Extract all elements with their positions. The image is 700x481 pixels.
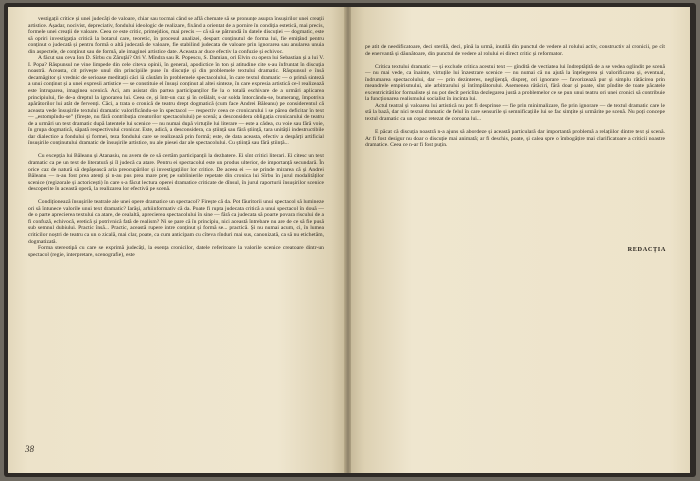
paragraph: Actul teatral și valoarea lui artistică nu pot fi desprinse — fie prin minimalizare, fie prin ignorare — de textul dramatic care le stă la bază, dar nici textul dramatic de felul în care sensurile și semnificațiile lui se fac simțite și urmărite pe scenă. Nu poți concepe textul dramatic ca un copac retezat de coroana lui... (365, 102, 665, 122)
paragraph: Condiționează însușirile teatrale ale unei opere dramatice un spectacol? Firește că da. Pot făuritorii unui spectacol să lumineze ori să întunece valorile unui text dramatic? Iarăși, arhiinformativ că da. Poate fi rupta judecata critică a unui spectacol în două — de o parte aprecierea textului ca atare, de cealaltă, aprecierea spectacolului în sine — fără ca judecata să poarte povara riscului de a fi confuză, echivocă, eretică și potrivnică fată de realism? Ni se pare că în principiu, nici această întrebare nu are de ce să fie pusă sub semnul dubiului. Practic însă... Practic, această rupere intre conținut și formă se... practică. Și nu numai acum, ci, în lumea criticilor noștri de teatru ca un o zicală, mai clar, poate, ca cum anticipam cu cîteva rînduri mai sus, canonizată, ca să nu etichetăm, dogmatizată. (28, 199, 324, 245)
paragraph: A făcut sau ceva Ion D. Sîrbu cu Zăruțăi? Ori V. Mîndra sau R. Popescu, S. Damian, ori Elvin cu opera lui Sebastian și a lui V. I. Popa? Răspunsul ne vine limpede din cele citeva opinii, în general, apodictice în ton și atitudine cite s-au înfruntat în discuția noastră. Aceasta, cit privește unul din principiile puse în discuție și din problemele textului dramatic. Răspunsul e însă decamăgitor și vrednic de serioase meditații căci iă căutăm în problemele spectacolului, în care textul dramatic — o primă sinteză a unui conținut și a unei expresii artistice — se constituie el însuși conținut al altei sinteze, în care expresia artistică ce-l realizează este întruparea, imaginea scenică. Aci, am asistat din partea participanților fie la o totală eschivare de a urmări aplicarea principiului, fie de-a dreptul la ignorarea lui. Ceea ce, și într-un caz și în celălalt, s-ar solda întorcându-se, bumerang, împotriva apărătorilor lui atât de fervenți. Căci, a trata o cronică de teatru drept dogmatică (cum face Andrei Băleanu) pe considerentul că aceasta vede însușirile textului dramatic valorificându-se în spectacol — respectiv ceea ce cronicarului i se părea deficitar în text — „estompîndu-se” (firește, nu fără contribuția creatorilor spectacolului) pe scenă; a desconsidera obligația cronicarului de teatru de a urmări un text dramatic după latentele lui scenice — nu numai după virtuțile lui literare — este a cădea, cu voie sau fără voie, în grupa dogmatică, săpată respectivului cronicar. Este, adică, a desconsidera, ca știință sau fără știință, tara unității indestructibile dar dialectice a fondului și formei, teza fondului care se realizează prin formă; este, de data aceasta, efectiv a despărți artificial însușirile conținutului dramatic de însușirile artistice, nu ale piesei dar ale spectacolului. Cu știință sau fără știință... (28, 55, 324, 147)
paragraph: E păcat că discuția noastră n-a ajuns să abordeze și această particulară dar importantă problemă a relațiilor dintre text și scenă. Ar fi fost desigur nu doar o discuție mai animată; ar fi deschis, poate, și calea spre o îmbogățire mai clarificatoare a criticii noastre dramatice. Ceea ce n-ar fi fost puțin. (365, 129, 665, 149)
paragraph: pe atit de needificatoare, deci sterilă, deci, pînă la urmă, inutilă din punctul de vedere al rolului activ, constructiv al cronicii, pe cît de enervantă și dăunătoare, din punctul de vedere al rolului ei direct critic și reformator. (365, 44, 665, 57)
left-page (8, 7, 345, 473)
right-page (351, 7, 690, 473)
left-page-text (28, 16, 324, 258)
page-number: 38 (25, 444, 34, 454)
paragraph: Critica textului dramatic — și exclude critica acestui text — gîndită de vectiatea lui îndreptățită de a se vedea oglindit pe scenă — nu mai vede, ca înainte, virtuțile lui înzestrare scenice — nu numai că nu ajută la înțelegerea și valorificarea și, eventual, îndrumarea spectacolului, dar — prin dezinteres, neglijență, dispreț, ori ignorare — favorizează pur și simplu rătăcirea prin meandrele empirismului, ale arbitrarului și întîmplătorului. Asemenea rătăciri, fără doar și poate, sînt pîndite de toate păcatele excentricitătilor formaliste și nu pot decît periclita dezlegarea justă a problemelor ce se pun unui teatru ori unei cronici să contribuie la funcționarea realismului socialist în incinta lui. (365, 63, 665, 103)
right-page-text (365, 44, 665, 149)
open-magazine (4, 3, 696, 477)
paragraph: vestigații critice și unei judecăți de valoare, chiar sau tocmai când se află chemate să se pronunțe asupra însușirilor unei creații artistice. Așadar, nocivist, depreciativ, fondului ideologic de realizare, fixând a orientat de a pornire în condiția estetică, mai precis, formele unei creații de valoare. Ceea ce este critic, primejdios, mai precis — că să se pătrundă în datele discuției — dogmatic, este să opriri investigația critică la botarul care, teoretic, în procesul analizei, despart conținutul de forma lui, fie emițând pentru conținut o judecată și pentru formă o altă judecată de valoare, fie stabilind judecata de valoare prin ignorarea sau anularea unuia din aspectele, de conținut sau de formă, ale imaginei artistice date. Aceasta ar duce efectiv la confuzie și echivoc. (28, 16, 324, 55)
paragraph: Cu excepția lui Băleanu și Atanasiu, nu avem de ce să certăm participanții la dezbatere. Ei sînt critici literari. Ei citesc un text dramatic ca pe un text de literatură și îl judecă ca atare. Pentru ei spectacolul este un produs ulterior, de importanță secundară. În orice caz de natură să depășească aria preocupărilor și investigațiilor lor critice. De aceea ei — se prinde mirarea că și Andrei Băleanu — n-au fost prea atenți și n-au pus prea mare preț pe sublinierile repetate din cronica lui Sîrbu în jurul modalităților scenice (regizorale și actoricești) în care s-a făcut lectura operei dramatice criticate de dînsul, în jurul raporturii însușirilor scenice descoperite în această operă, la realizarea lor efectivă pe scenă. (28, 153, 324, 193)
paragraph: Forma stereotipă cu care se exprimă judecăți, la esența cronicilor, datele referitoare la valorile scenice creatoare dintr-un spectacol (regie, interpretare, scenografie), este (28, 245, 324, 258)
signature: REDACȚIA (627, 246, 666, 253)
